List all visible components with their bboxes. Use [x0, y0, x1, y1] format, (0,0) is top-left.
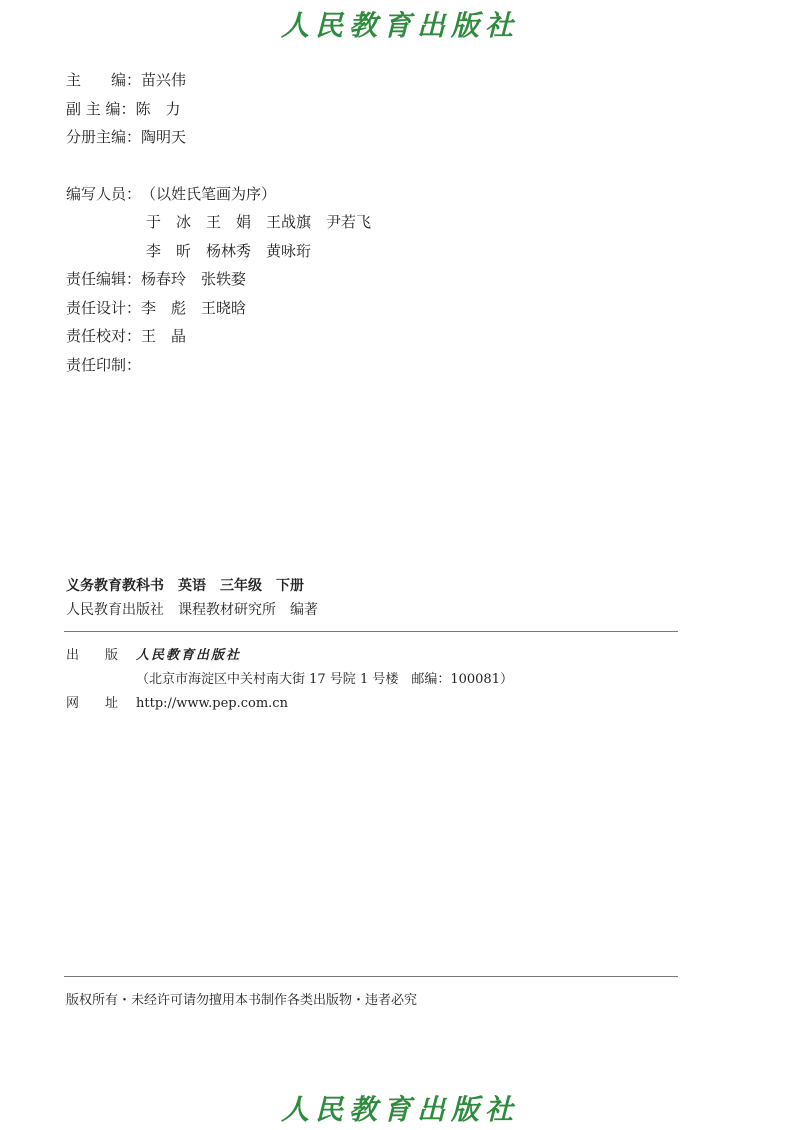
- responsible-design-label: 责任设计：: [66, 298, 142, 317]
- book-info: [66, 574, 318, 622]
- writers-note: （以姓氏笔画为序）: [141, 184, 277, 203]
- publisher-logo-bottom: 人民教育出版社: [280, 1093, 519, 1126]
- publisher-label: 出 版: [66, 648, 119, 663]
- responsible-editor-label: 责任编辑：: [66, 270, 142, 288]
- chief-editor-names: 苗兴伟: [141, 71, 187, 89]
- responsible-proof-row: [66, 322, 371, 351]
- chief-editor-row: [66, 66, 371, 95]
- responsible-design-row: [66, 294, 371, 323]
- volume-editor-row: [66, 123, 371, 152]
- website-row: [66, 692, 513, 716]
- website-link[interactable]: http://www.pep.com.cn: [136, 696, 288, 711]
- responsible-print-row: [66, 351, 371, 380]
- publisher-row: [66, 644, 513, 668]
- responsible-print-label: 责任印制：: [66, 355, 142, 374]
- writers-line-1: 于 冰 王 娟 王战旗 尹若飞: [146, 213, 372, 231]
- deputy-editor-names: 陈 力: [135, 99, 181, 118]
- responsible-proof-label: 责任校对：: [66, 327, 142, 345]
- publisher-name-logo: 人民教育出版社: [136, 648, 242, 663]
- responsible-proof-names: 王 晶: [141, 327, 187, 345]
- spacer: [66, 152, 371, 180]
- book-title: 义务教育教科书 英语 三年级 下册: [66, 578, 304, 594]
- writers-label: 编写人员：: [66, 184, 142, 203]
- copyright-notice: 版权所有・未经许可请勿擅用本书制作各类出版物・违者必究: [66, 993, 418, 1008]
- book-authors: 人民教育出版社 课程教材研究所 编著: [66, 602, 318, 618]
- divider-bottom: [64, 976, 678, 977]
- publication-info: [66, 644, 513, 716]
- deputy-editor-row: [66, 95, 371, 124]
- responsible-design-names: 李 彪 王晓晗: [141, 298, 247, 317]
- writers-row: [66, 180, 371, 209]
- volume-editor-names: 陶明天: [141, 128, 187, 146]
- responsible-editor-row: [66, 265, 371, 294]
- chief-editor-label: 主 编：: [66, 71, 142, 89]
- publisher-address: （北京市海淀区中关村南大街 17 号院 1 号楼 邮编：100081）: [136, 672, 513, 687]
- deputy-editor-label: 副 主 编：: [66, 99, 136, 118]
- divider-top: [64, 631, 678, 632]
- website-label: 网 址: [66, 696, 119, 711]
- responsible-editor-names: 杨春玲 张轶婺: [141, 270, 247, 288]
- credits-block: [66, 66, 371, 379]
- publisher-logo-top: 人民教育出版社: [280, 9, 519, 42]
- volume-editor-label: 分册主编：: [66, 128, 142, 146]
- writers-line-2: 李 昕 杨林秀 黄咏珩: [146, 241, 312, 260]
